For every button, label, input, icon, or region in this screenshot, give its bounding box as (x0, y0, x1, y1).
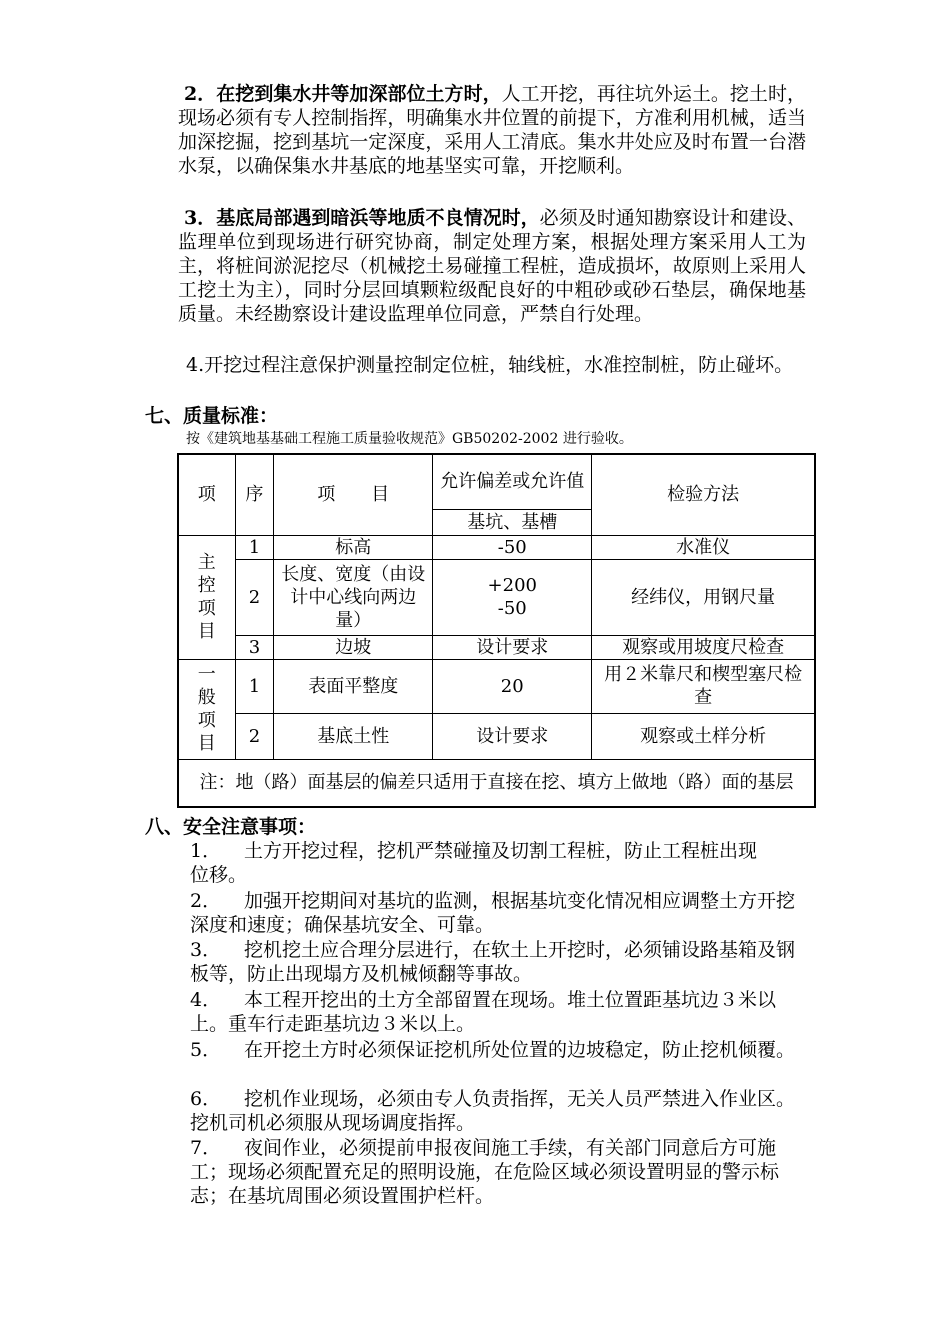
paragraph-3-body: 必须及时通知勘察设计和建设、监理单位到现场进行研究协商，制定处理方案，根据处理方案采用人工为主，将桩间淤泥挖尽（机械挖土易碰撞工程桩，造成损坏，故原则上采用人工挖土为主），同时分层回填颗粒级配良好的中粗砂或砂石垫层，确保地基质量。未经勘察设计建设监理单位同意，严禁自行处理。 (178, 207, 806, 325)
header-sub: 基坑、基槽 (433, 509, 592, 535)
cell-name: 边坡 (274, 635, 433, 659)
cell-method: 观察或用坡度尺检查 (592, 635, 815, 659)
group-main-label: 主控项目 (197, 552, 216, 642)
safety-item-5 (190, 1038, 806, 1062)
item-text: 挖机作业现场，必须由专人负责指挥，无关人员严禁进入作业区。挖机司机必须服从现场调度指挥。 (190, 1088, 796, 1134)
safety-item-6 (190, 1087, 806, 1135)
safety-item-4 (190, 988, 806, 1036)
cell-tolerance: 设计要求 (433, 635, 592, 659)
header-name: 项 目 (274, 454, 433, 535)
paragraph-2-body: 人工开挖，再往坑外运土。挖土时，现场必须有专人控制指挥，明确集水井位置的前提下，方准利用机械，适当加深挖掘，挖到基坑一定深度，采用人工清底。集水井处应及时布置一台潜水泵，以确保集水井基底的地基坚实可靠，开挖顺利。 (178, 83, 806, 177)
cell-method: 水准仪 (592, 535, 815, 559)
item-text: 在开挖土方时必须保证挖机所处位置的边坡稳定，防止挖机倾覆。 (244, 1039, 796, 1061)
safety-item-1 (190, 839, 834, 887)
header-method: 检验方法 (592, 454, 815, 535)
header-seq: 序 (235, 454, 274, 535)
cell-seq: 1 (235, 659, 274, 713)
paragraph-4: 4.开挖过程注意保护测量控制定位桩，轴线桩，水准控制桩，防止碰坏。 (186, 354, 794, 376)
cell-name: 基底土性 (274, 713, 433, 759)
group-main (178, 535, 235, 659)
cell-seq: 2 (235, 713, 274, 759)
item-number: 3． (190, 939, 222, 961)
item-number: 6． (190, 1088, 222, 1110)
item-text: 加强开挖期间对基坑的监测，根据基坑变化情况相应调整土方开挖深度和速度；确保基坑安全、可靠。 (190, 890, 796, 936)
cell-tolerance: 20 (433, 659, 592, 713)
item-number: 4． (190, 989, 222, 1011)
item-number: 5． (190, 1039, 222, 1061)
section-8-heading: 八、安全注意事项： (145, 816, 317, 838)
cell-name: 表面平整度 (274, 659, 433, 713)
cell-seq: 2 (235, 559, 274, 635)
header-tolerance: 允许偏差或允许值 (433, 454, 592, 509)
section-7-note: 按《建筑地基基础工程施工质量验收规范》GB50202-2002 进行验收。 (186, 431, 633, 447)
safety-item-7 (190, 1136, 806, 1208)
paragraph-2 (178, 82, 806, 178)
cell-name: 长度、宽度（由设计中心线向两边量） (274, 559, 433, 635)
table-footnote: 注：地（路）面基层的偏差只适用于直接在挖、填方上做地（路）面的基层 (178, 759, 815, 807)
cell-seq: 3 (235, 635, 274, 659)
cell-seq: 1 (235, 535, 274, 559)
header-item: 项 (178, 454, 235, 535)
paragraph-3 (178, 206, 806, 326)
paragraph-3-heading: 3．基底局部遇到暗浜等地质不良情况时， (184, 207, 540, 229)
item-number: 7． (190, 1137, 222, 1159)
cell-method: 经纬仪，用钢尺量 (592, 559, 815, 635)
item-text: 土方开挖过程，挖机严禁碰撞及切割工程桩，防止工程桩出现 位移。 (190, 840, 834, 886)
group-general-label: 一般项目 (197, 664, 216, 754)
group-general (178, 659, 235, 759)
cell-tolerance: 设计要求 (433, 713, 592, 759)
cell-tolerance: -50 (433, 535, 592, 559)
safety-item-2 (190, 889, 806, 937)
cell-method: 观察或土样分析 (592, 713, 815, 759)
cell-method: 用２米靠尺和楔型塞尺检查 (592, 659, 815, 713)
paragraph-2-heading: 2．在挖到集水井等加深部位土方时， (184, 83, 502, 105)
cell-name: 标高 (274, 535, 433, 559)
tolerance-upper: +200 (487, 575, 537, 596)
quality-standard-table (177, 453, 816, 808)
item-text: 夜间作业，必须提前申报夜间施工手续，有关部门同意后方可施工；现场必须配置充足的照明设施，在危险区域必须设置明显的警示标志；在基坑周围必须设置围护栏杆。 (190, 1137, 780, 1207)
item-number: 1． (190, 840, 222, 862)
item-text: 挖机挖土应合理分层进行，在软土上开挖时，必须铺设路基箱及钢板等，防止出现塌方及机械倾翻等事故。 (190, 939, 796, 985)
cell-tolerance (433, 559, 592, 635)
tolerance-lower: -50 (497, 598, 527, 619)
section-7-heading: 七、质量标准： (145, 405, 279, 427)
item-number: 2． (190, 890, 222, 912)
safety-item-3 (190, 938, 806, 986)
item-text: 本工程开挖出的土方全部留置在现场。堆土位置距基坑边３米以上。重车行走距基坑边３米以上。 (190, 989, 777, 1035)
